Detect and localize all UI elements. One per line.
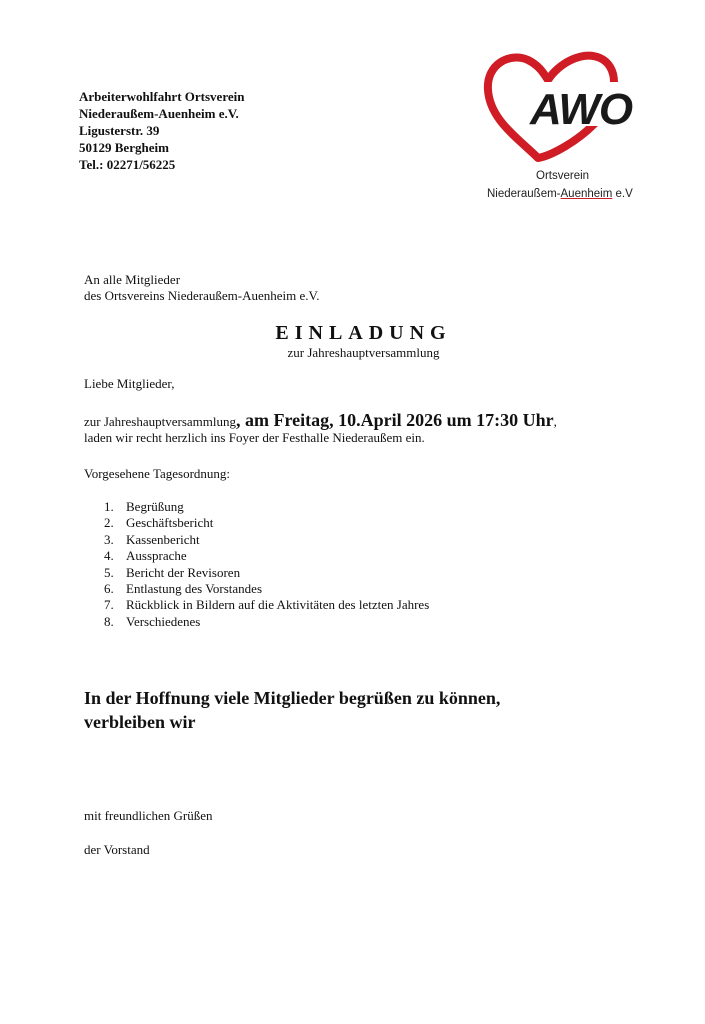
invitation-suffix: , [553, 414, 557, 429]
salutation: Liebe Mitglieder, [84, 376, 175, 391]
logo-subtitle-1: Ortsverein [536, 170, 590, 182]
sender-address [79, 88, 244, 173]
list-item [104, 515, 429, 531]
list-item [104, 565, 429, 581]
signature: der Vorstand [84, 842, 150, 857]
list-item-label: Bericht der Revisoren [126, 564, 241, 580]
list-item-label: Entlastung des Vorstandes [126, 581, 263, 597]
list-item-number: 5. [104, 564, 114, 580]
list-item [104, 499, 429, 515]
recipients-line2: des Ortsvereins Niederaußem-Auenheim e.V. [84, 288, 320, 303]
sender-line: Ligusterstr. 39 [79, 123, 160, 138]
logo-subtitle-2c: e.V [612, 188, 633, 200]
list-item [104, 597, 429, 613]
awo-logo [478, 50, 658, 210]
invitation-line2: laden wir recht herzlich ins Foyer der Festhalle Niederaußem ein. [84, 430, 425, 445]
list-item-label: Verschiedenes [126, 613, 201, 629]
list-item-label: Kassenbericht [126, 531, 200, 547]
logo-subtitle-2b: Auenheim [560, 188, 613, 200]
list-item-number: 8. [104, 613, 114, 629]
agenda-title: Vorgesehene Tagesordnung: [84, 466, 231, 481]
list-item-number: 4. [104, 548, 114, 564]
recipients-line1: An alle Mitglieder [84, 272, 181, 287]
sender-line: 50129 Bergheim [79, 140, 169, 155]
logo-subtitle-2a: Niederaußem- [487, 188, 561, 200]
greeting: mit freundlichen Grüßen [84, 808, 213, 823]
invitation-text [84, 412, 557, 446]
list-item-label: Begrüßung [126, 499, 184, 514]
page-title: EINLADUNG [275, 322, 452, 344]
agenda-list [104, 499, 429, 630]
list-item [104, 581, 429, 597]
recipients [84, 272, 320, 304]
closing-statement [84, 686, 500, 734]
sender-line: Arbeiterwohlfahrt Ortsverein [79, 89, 245, 104]
closing-line1: In der Hoffnung viele Mitglieder begrüßen zu können, [84, 688, 501, 708]
list-item [104, 614, 429, 630]
list-item-label: Rückblick in Bildern auf die Aktivitäten des letzten Jahres [126, 597, 430, 613]
list-item-number: 3. [104, 531, 114, 547]
list-item-label: Aussprache [126, 548, 187, 564]
invitation-prefix: zur Jahreshauptversammlung [84, 414, 236, 429]
sender-line: Niederaußem-Auenheim e.V. [79, 106, 239, 121]
list-item-number: 2. [104, 515, 114, 531]
logo-subtitle-2 [487, 188, 633, 200]
list-item-number: 7. [104, 597, 114, 613]
invitation-date: , am Freitag, 10.April 2026 um 17:30 Uhr [235, 410, 554, 430]
list-item-number: 1. [104, 499, 114, 514]
list-item [104, 532, 429, 548]
page-subtitle: zur Jahreshauptversammlung [287, 345, 440, 360]
closing-line2: verbleiben wir [84, 712, 196, 732]
logo-wordmark: AWO [530, 85, 633, 134]
sender-line: Tel.: 02271/56225 [79, 157, 176, 172]
heart-logo-icon [478, 50, 658, 168]
list-item [104, 548, 429, 564]
list-item-number: 6. [104, 581, 114, 597]
list-item-label: Geschäftsbericht [126, 515, 214, 531]
